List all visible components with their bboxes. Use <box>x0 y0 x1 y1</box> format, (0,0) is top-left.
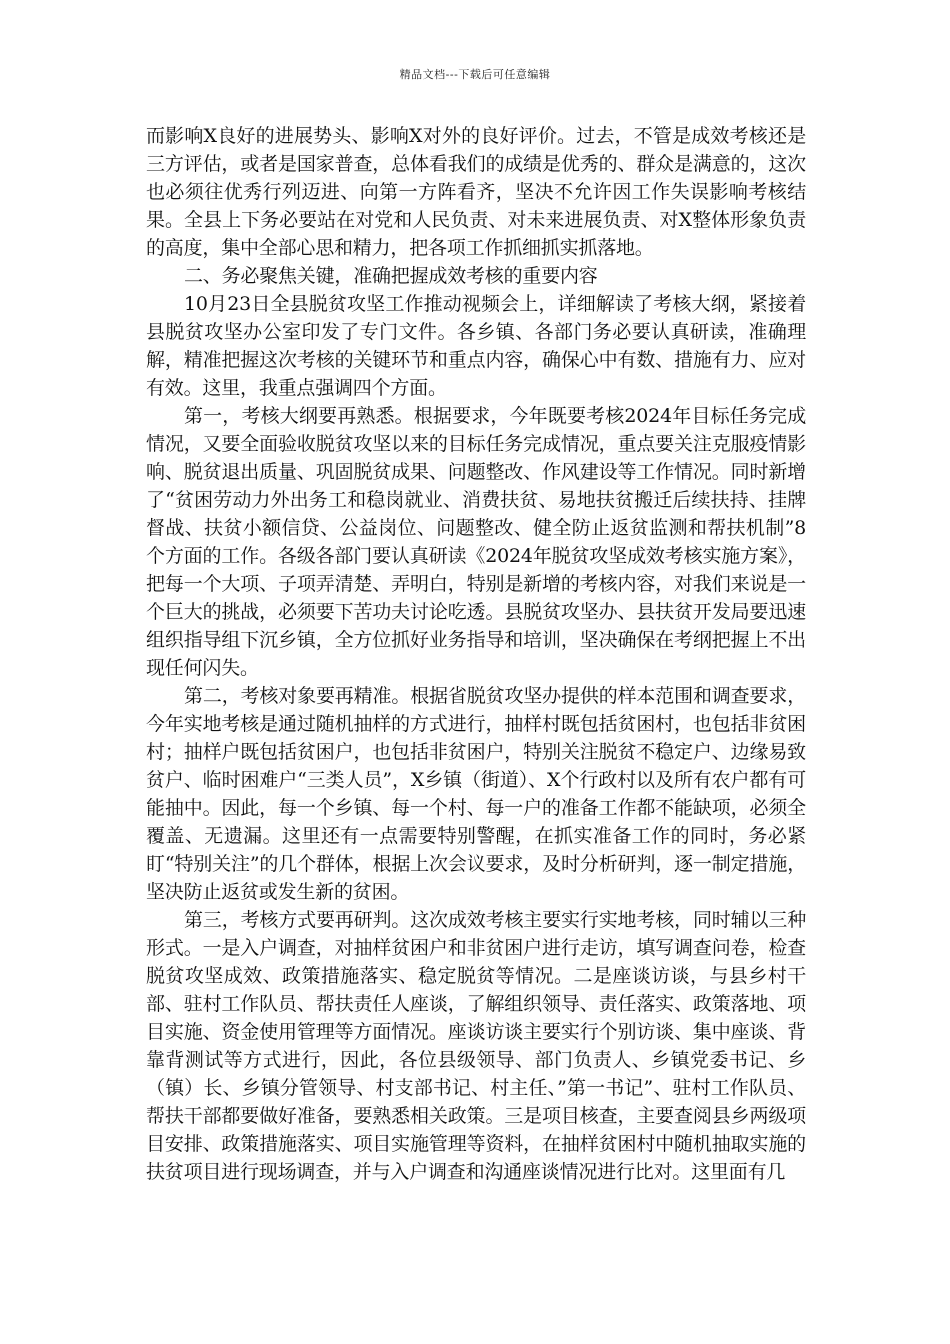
page-header: 精品文档---下载后可任意编辑 <box>399 68 551 81</box>
section-heading: 二、务必聚焦关键，准确把握成效考核的重要内容 <box>184 265 598 287</box>
paragraph: 第三，考核方式要再研判。这次成效考核主要实行实地考核，同时辅以三种形式。一是入户调查，对抽样贫困户和非贫困户进行走访，填写调查问卷，检查脱贫攻坚成效、政策措施落实、稳定脱贫等情况。二是座谈访谈，与县乡村干部、驻村工作队员、帮扶责任人座谈，了解组织领导、责任落实、政策落地、项目实施、资金使用管理等方面情况。座谈访谈主要实行个别访谈、集中座谈、背靠背测试等方式进行，因此，各位县级领导、部门负责人、乡镇党委书记、乡（镇）长、乡镇分管领导、村支部书记、村主任、”第一书记”、驻村工作队员、帮扶干部都要做好准备，要熟悉相关政策。三是项目核查，主要查阅县乡两级项目安排、政策措施落实、项目实施管理等资料，在抽样贫困村中随机抽取实施的扶贫项目进行现场调查，并与入户调查和沟通座谈情况进行比对。这里面有几 <box>146 909 806 1183</box>
paragraph: 第一，考核大纲要再熟悉。根据要求，今年既要考核2024年目标任务完成情况，又要全面验收脱贫攻坚以来的目标任务完成情况，重点要关注克服疫情影响、脱贫退出质量、巩固脱贫成果、问题整改、作风建设等工作情况。同时新增了“贫困劳动力外出务工和稳岗就业、消费扶贫、易地扶贫搬迁后续扶持、挂牌督战、扶贫小额信贷、公益岗位、问题整改、健全防止返贫监测和帮扶机制”8个方面的工作。各级各部门要认真研读《2024年脱贫攻坚成效考核实施方案》，把每一个大项、子项弄清楚、弄明白，特别是新增的考核内容，对我们来说是一个巨大的挑战，必须要下苦功夫讨论吃透。县脱贫攻坚办、县扶贫开发局要迅速组织指导组下沉乡镇，全方位抓好业务指导和培训，坚决确保在考纲把握上不出现任何闪失。 <box>146 405 806 679</box>
document-body <box>146 122 806 1186</box>
paragraph: 而影响X良好的进展势头、影响X对外的良好评价。过去，不管是成效考核还是三方评估，或者是国家普查，总体看我们的成绩是优秀的、群众是满意的，这次也必须往优秀行列迈进、向第一方阵看齐，坚决不允许因工作失误影响考核结果。全县上下务必要站在对党和人民负责、对未来进展负责、对X整体形象负责的高度，集中全部心思和精力，把各项工作抓细抓实抓落地。 <box>146 125 806 259</box>
paragraph: 第二，考核对象要再精准。根据省脱贫攻坚办提供的样本范围和调查要求，今年实地考核是通过随机抽样的方式进行，抽样村既包括贫困村，也包括非贫困村；抽样户既包括贫困户，也包括非贫困户，特别关注脱贫不稳定户、边缘易致贫户、临时困难户“三类人员”，X乡镇（街道）、X个行政村以及所有农户都有可能抽中。因此，每一个乡镇、每一个村、每一户的准备工作都不能缺项，必须全覆盖、无遗漏。这里还有一点需要特别警醒，在抓实准备工作的同时，务必紧盯“特别关注”的几个群体，根据上次会议要求，及时分析研判，逐一制定措施，坚决防止返贫或发生新的贫困。 <box>146 685 806 903</box>
paragraph: 10月23日全县脱贫攻坚工作推动视频会上，详细解读了考核大纲，紧接着县脱贫攻坚办公室印发了专门文件。各乡镇、各部门务必要认真研读，准确理解，精准把握这次考核的关键环节和重点内容，确保心中有数、措施有力、应对有效。这里，我重点强调四个方面。 <box>146 293 806 399</box>
